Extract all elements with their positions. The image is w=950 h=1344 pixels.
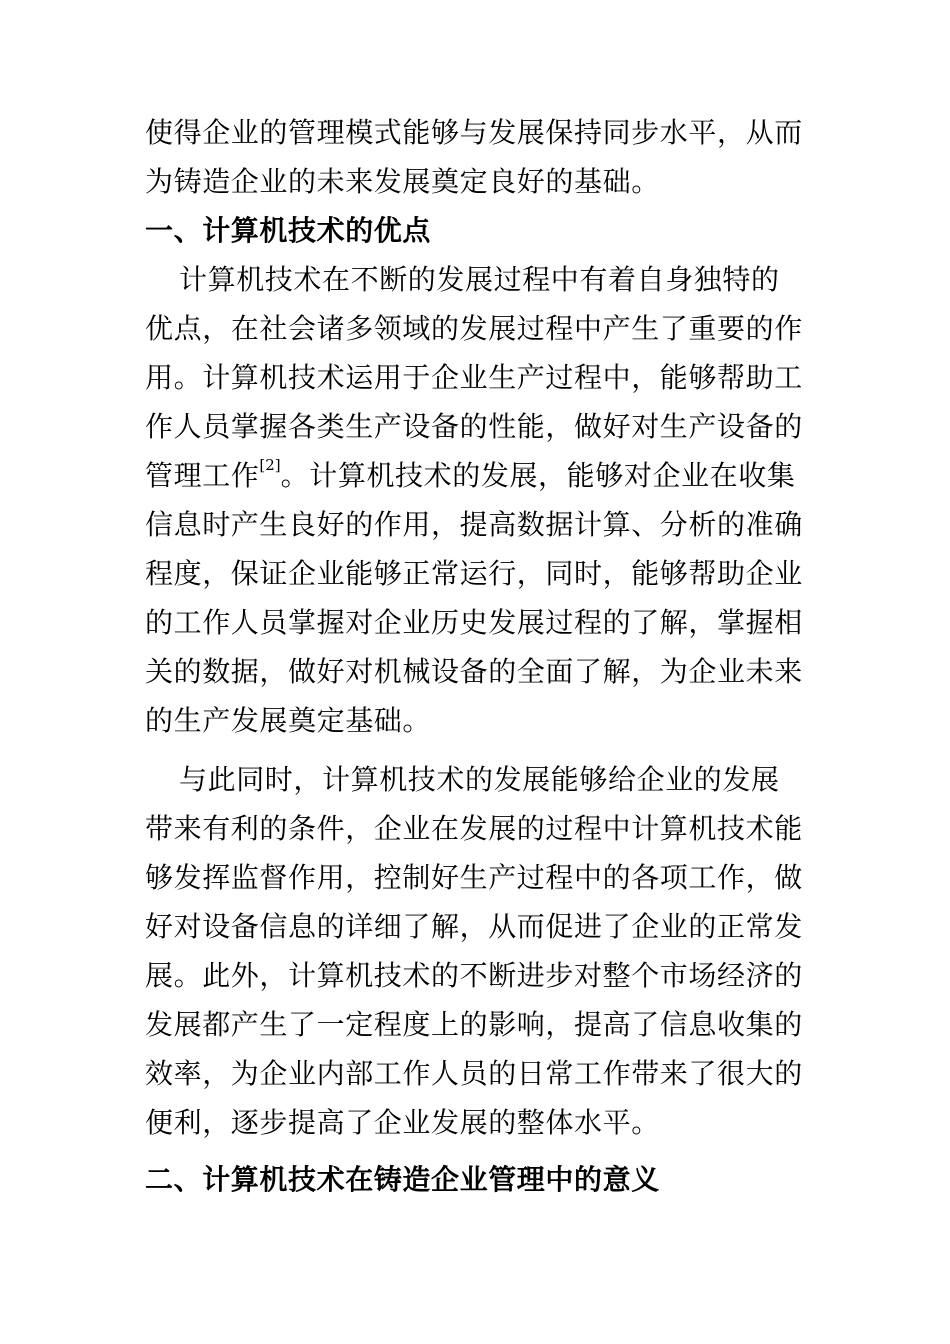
citation-ref-2: [2]: [259, 456, 281, 474]
p2-line-4: 好对设备信息的详细了解，从而促进了企业的正常发: [145, 910, 803, 943]
p2-line-1: 与此同时，计算机技术的发展能够给企业的发展: [179, 763, 780, 796]
section-1-paragraph-1: [145, 255, 805, 745]
p1-line-2: 优点，在社会诸多领域的发展过程中产生了重要的作: [145, 312, 803, 345]
p1-line-8: 的工作人员掌握对企业历史发展过程的了解，掌握相: [145, 606, 803, 639]
document-page: [145, 108, 805, 1204]
p1-line-5: [145, 451, 805, 500]
section-1-paragraph-2: [145, 755, 805, 1147]
paragraph-spacer: [145, 745, 805, 755]
p1-line-7: 程度，保证企业能够正常运行，同时，能够帮助企业: [145, 557, 803, 590]
intro-line-2: 为铸造企业的未来发展奠定良好的基础。: [145, 165, 660, 198]
p1-line-6: 信息时产生良好的作用，提高数据计算、分析的准确: [145, 508, 803, 541]
p2-line-8: 便利，逐步提高了企业发展的整体水平。: [145, 1106, 660, 1139]
intro-line-1: 使得企业的管理模式能够与发展保持同步水平，从而: [145, 116, 803, 149]
section-2-heading: 二、计算机技术在铸造企业管理中的意义: [145, 1163, 660, 1196]
p1-line-4: 作人员掌握各类生产设备的性能，做好对生产设备的: [145, 410, 803, 443]
p2-line-6: 发展都产生了一定程度上的影响，提高了信息收集的: [145, 1008, 803, 1041]
p1-line-1: 计算机技术在不断的发展过程中有着自身独特的: [179, 263, 780, 296]
p1-line-5-text-a: 管理工作: [145, 459, 260, 492]
heading-spacer: [145, 1147, 805, 1155]
p2-line-5: 展。此外，计算机技术的不断进步对整个市场经济的: [145, 959, 803, 992]
p1-line-3: 用。计算机技术运用于企业生产过程中，能够帮助工: [145, 361, 803, 394]
section-1-heading: 一、计算机技术的优点: [145, 214, 432, 247]
p1-line-9: 关的数据，做好对机械设备的全面了解，为企业未来: [145, 655, 803, 688]
p1-line-5-text-b: 。计算机技术的发展，能够对企业在收集: [280, 459, 796, 492]
intro-paragraph: [145, 108, 805, 206]
p1-line-10: 的生产发展奠定基础。: [145, 704, 432, 737]
p2-line-2: 带来有利的条件，企业在发展的过程中计算机技术能: [145, 812, 803, 845]
p2-line-3: 够发挥监督作用，控制好生产过程中的各项工作，做: [145, 861, 803, 894]
p2-line-7: 效率，为企业内部工作人员的日常工作带来了很大的: [145, 1057, 803, 1090]
